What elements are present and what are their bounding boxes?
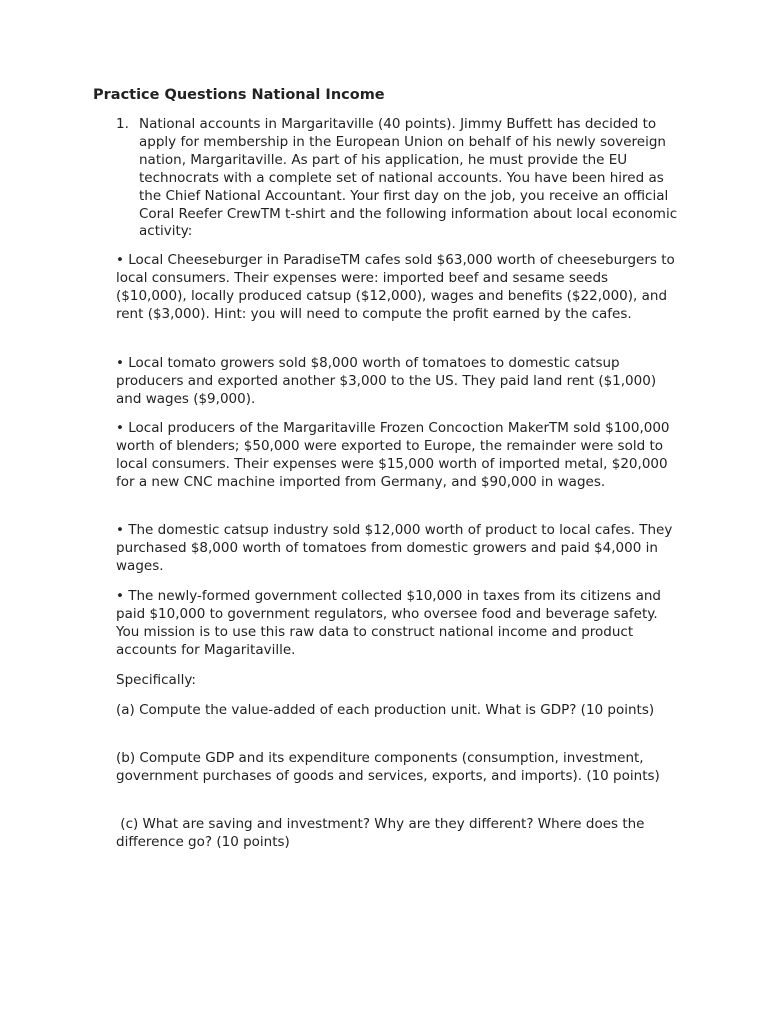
question-number: 1. [116, 116, 129, 132]
part-b: (b) Compute GDP and its expenditure components (consumption, investment, government purchases of goods and services, exports, and imports). (10 points) [116, 750, 660, 784]
bullet-cafes: • Local Cheeseburger in ParadiseTM cafes sold $63,000 worth of cheeseburgers to local consumers. Their expenses were: imported beef and sesame seeds ($10,000), locally produced catsup ($12,000), wages and benefits ($22,000), and rent ($3,000). Hint: you will need to compute the profit earned by the cafes. [116, 252, 675, 322]
bullet-catsup-industry: • The domestic catsup industry sold $12,000 worth of product to local cafes. They purchased $8,000 worth of tomatoes from domestic growers and paid $4,000 in wages. [116, 522, 673, 574]
bullet-government: • The newly-formed government collected $10,000 in taxes from its citizens and paid $10,000 to government regulators, who oversee food and beverage safety. You mission is to use this raw data to construct national income and product accounts for Magaritaville. [116, 588, 661, 658]
bullet-blender-producers: • Local producers of the Margaritaville Frozen Concoction MakerTM sold $100,000 worth of blenders; $50,000 were exported to Europe, the remainder were sold to local consumers. Their expenses were $15,000 worth of imported metal, $20,000 for a new CNC machine imported from Germany, and $90,000 in wages. [116, 420, 670, 490]
question-text: National accounts in Margaritaville (40 points). Jimmy Buffett has decided to apply for membership in the European Union on behalf of his newly sovereign nation, Margaritaville. As part of his application, he must provide the EU technocrats with a complete set of national accounts. You have been hired as the Chief National Accountant. Your first day on the job, you receive an official Coral Reefer CrewTM t-shirt and the following information about local economic activity: [139, 116, 678, 240]
part-a: (a) Compute the value-added of each production unit. What is GDP? (10 points) [116, 702, 655, 718]
bullet-tomato-growers: • Local tomato growers sold $8,000 worth of tomatoes to domestic catsup producers and exported another $3,000 to the US. They paid land rent ($1,000) and wages ($9,000). [116, 355, 657, 407]
part-c: (c) What are saving and investment? Why are they different? Where does the difference go? (10 points) [116, 816, 649, 850]
question-list-item [116, 116, 686, 241]
document-title: Practice Questions National Income [93, 87, 385, 103]
specifically-label: Specifically: [116, 672, 196, 688]
